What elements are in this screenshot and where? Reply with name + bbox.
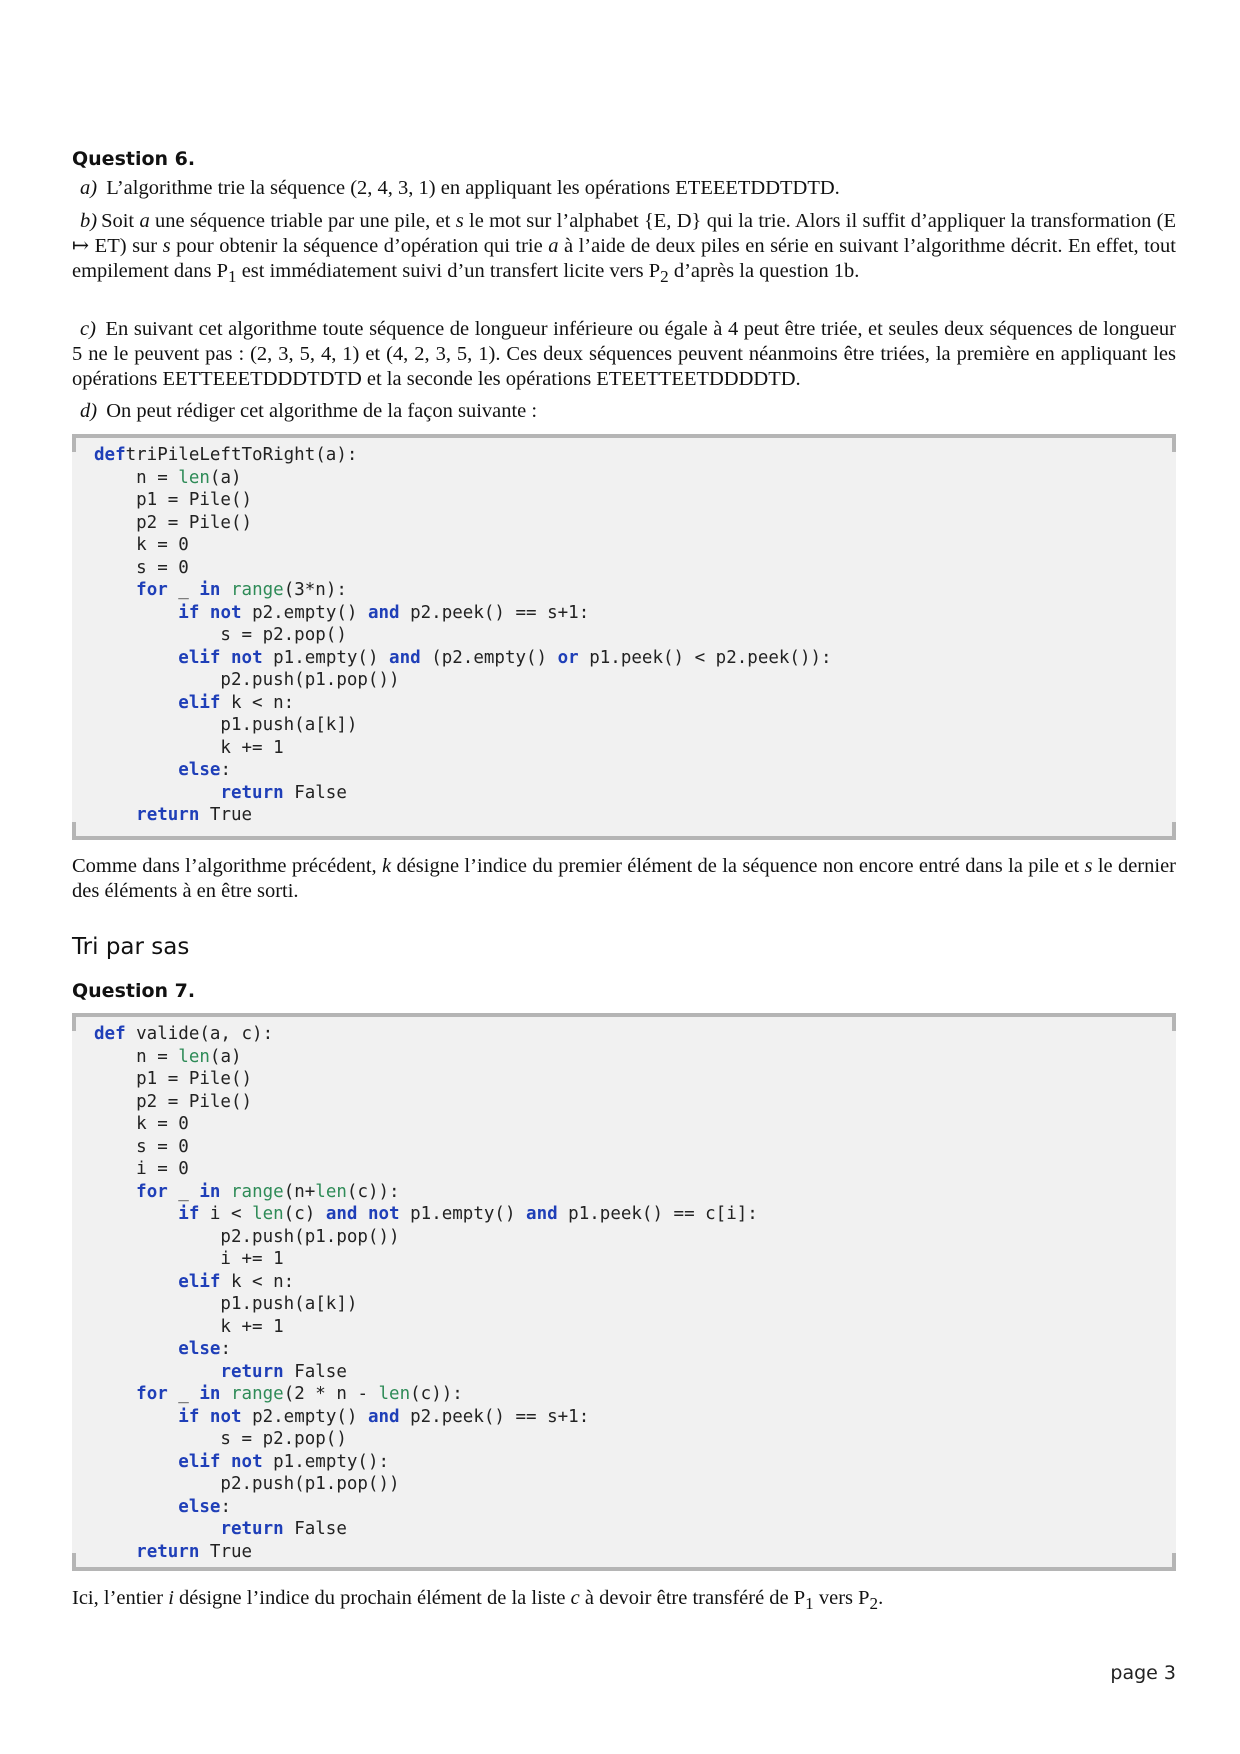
code-text [94, 1362, 220, 1382]
code-text: k = 0 [94, 1114, 189, 1134]
code-keyword: not [231, 1451, 263, 1472]
code-text: True [199, 805, 253, 825]
q6-b-text: d’après la question 1b. [668, 260, 860, 282]
code-builtin: range [231, 1384, 284, 1404]
code-keyword: and [389, 647, 421, 668]
code-line [94, 670, 400, 690]
q6-d-tag: d) [80, 400, 98, 422]
code-line [94, 1339, 231, 1359]
var-c: c [570, 1587, 580, 1609]
code-keyword: not [209, 602, 242, 623]
code-text: p2 = Pile() [94, 1091, 253, 1112]
code-keyword: else [178, 760, 221, 780]
code-text [94, 580, 136, 600]
code-line [94, 445, 357, 465]
code-keyword: for [136, 580, 168, 600]
code-text [94, 1182, 136, 1202]
code-text [94, 1384, 136, 1404]
question-6-heading: Question 6. [72, 148, 196, 170]
q6-b-text: à l’aide de deux piles en série en suivant l’algorithme décrit. En effet, tout empilement dans P [72, 235, 1176, 282]
code-line [94, 1362, 347, 1382]
code-builtin: len [178, 1046, 210, 1067]
code-text: p1 = Pile() [94, 490, 253, 510]
code-block-valide [72, 1013, 1176, 1571]
code-text: (3*n): [283, 580, 347, 600]
code-keyword: in [199, 580, 221, 600]
code-text: n = [94, 1046, 179, 1067]
code-text: (c) [283, 1204, 326, 1224]
code-text: i < [199, 1204, 253, 1224]
code-line [94, 580, 347, 600]
code-text: k = 0 [94, 535, 189, 555]
code-text [220, 1452, 231, 1472]
code-line [94, 693, 294, 713]
code-line [94, 1452, 389, 1472]
code-line [94, 1092, 252, 1112]
code-text: p2.empty() [241, 1406, 368, 1427]
code-builtin: range [231, 1181, 284, 1202]
q6-a-text: L’algorithme trie la séquence (2, 4, 3, 1) en appliquant les opérations ETEEETDDTDTD. [106, 177, 840, 199]
var-a: a [139, 210, 150, 232]
code-line [94, 805, 252, 825]
text: désigne l’indice du premier élément de la séquence non encore entré dans la pile et [391, 855, 1085, 877]
code-text: : [220, 760, 231, 780]
code-line [94, 513, 252, 533]
code-keyword: else [178, 1496, 221, 1517]
code-text: i = 0 [94, 1159, 189, 1179]
code-text [220, 1384, 231, 1404]
code-keyword: elif [178, 692, 221, 713]
code-text [94, 1407, 178, 1427]
code-line [94, 625, 347, 645]
code-text: s = p2.pop() [94, 625, 347, 645]
q6-b-text: le mot sur l’alphabet {E, D} qui la trie. Alors il suffit d’appliquer la transformation (E ↦ ET) sur [72, 210, 1176, 257]
code-keyword: return [136, 1541, 200, 1562]
code-keyword: return [220, 1361, 284, 1382]
code-text [94, 693, 178, 713]
code-line [94, 1024, 273, 1044]
code-line [94, 1497, 231, 1517]
code-text [94, 1272, 178, 1292]
text: à devoir être transféré de P [579, 1587, 806, 1609]
code-line [94, 715, 357, 735]
code-keyword: and [526, 1204, 558, 1224]
code-line [94, 1429, 347, 1449]
code-keyword: if [178, 1406, 200, 1427]
code-line [94, 1114, 189, 1134]
code-text: p1.push(a[k]) [94, 715, 358, 735]
code-line [94, 648, 832, 668]
code-line [94, 490, 252, 510]
code-text: : [220, 1496, 231, 1517]
code-text [94, 805, 136, 825]
var-k: k [382, 855, 392, 877]
question-7-heading: Question 7. [72, 980, 196, 1002]
code-keyword: and [367, 602, 400, 623]
page-number: page 3 [1110, 1662, 1176, 1684]
q7-after-code-text [72, 1586, 1176, 1616]
code-keyword: elif [178, 1271, 221, 1292]
code-line [94, 1272, 294, 1292]
code-builtin: len [315, 1181, 347, 1202]
code-line [94, 1249, 284, 1269]
code-keyword: not [209, 1406, 242, 1427]
text: . [878, 1587, 884, 1609]
q6-part-b [72, 209, 1176, 289]
code-line [94, 1519, 347, 1539]
code-text [220, 648, 231, 668]
text: le dernier des éléments à en être sorti. [72, 855, 1176, 902]
code-line [94, 1407, 589, 1427]
code-text: triPileLeftToRight(a): [125, 445, 358, 465]
code-text: p1 = Pile() [94, 1069, 253, 1089]
subscript: 2 [869, 1594, 879, 1614]
code-text [94, 1542, 136, 1562]
q6-part-a [72, 176, 1176, 201]
code-text: p2.empty() [241, 602, 368, 623]
code-line [94, 558, 189, 578]
code-text: s = 0 [94, 557, 189, 578]
q6-b-text: pour obtenir la séquence d’opération qui trie [170, 235, 549, 257]
code-text: p2.push(p1.pop()) [94, 670, 400, 690]
subscript: 1 [228, 267, 237, 287]
code-text: k += 1 [94, 737, 284, 758]
code-keyword: return [220, 1519, 284, 1539]
code-line [94, 1227, 400, 1247]
code-text: (p2.empty() [420, 647, 558, 668]
code-text: _ [167, 1384, 200, 1404]
code-text: p2.push(p1.pop()) [94, 1226, 400, 1247]
code-text: p1.empty() [262, 647, 390, 668]
code-line [94, 1204, 758, 1224]
code-text [94, 648, 178, 668]
code-text: (c)): [410, 1384, 463, 1404]
text: désigne l’indice du prochain élément de la liste [173, 1587, 571, 1609]
code-builtin: range [231, 580, 284, 600]
code-text: valide(a, c): [125, 1024, 274, 1044]
code-text: i += 1 [94, 1249, 284, 1269]
q6-a-tag: a) [80, 177, 98, 199]
code-text: p1.push(a[k]) [94, 1294, 358, 1314]
code-text [94, 1339, 178, 1359]
code-text: (c)): [346, 1181, 400, 1202]
code-text: : [220, 1339, 231, 1359]
code-line [94, 738, 284, 758]
code-text: s = p2.pop() [94, 1429, 347, 1449]
code-line [94, 1159, 189, 1179]
code-keyword: def [94, 445, 126, 465]
code-keyword: if [178, 1204, 200, 1224]
code-builtin: len [252, 1204, 284, 1224]
code-listing-2 [72, 1017, 1176, 1563]
code-line [94, 1474, 400, 1494]
code-text [94, 760, 178, 780]
code-text [199, 603, 210, 623]
code-text: (a) [209, 467, 242, 488]
code-text: True [199, 1541, 253, 1562]
code-text: p1.empty(): [262, 1451, 390, 1472]
code-text [220, 1182, 231, 1202]
var-s: s [1084, 855, 1093, 877]
code-text: (n+ [283, 1181, 316, 1202]
code-keyword: else [178, 1339, 221, 1359]
code-text: n = [94, 467, 179, 488]
code-line [94, 760, 231, 780]
code-text [94, 1452, 178, 1472]
q6-after-code-text [72, 854, 1176, 904]
code-keyword: not [367, 1204, 400, 1224]
code-text: s = 0 [94, 1136, 189, 1157]
code-text [94, 1497, 178, 1517]
q6-c-text: En suivant cet algorithme toute séquence de longueur inférieure ou égale à 4 peut être triée, et seules deux séquences de longueur 5 ne le peuvent pas : (2, 3, 5, 4, 1) et (4, 2, 3, 5, 1). Ces deux séquences peuvent néanmoins être triées, la première en appliquant les opérations EETTEEETDDDTDTD et la seconde les opérations ETEETTEETDDDDTD. [72, 318, 1176, 390]
code-line [94, 1069, 252, 1089]
code-line [94, 1182, 400, 1202]
text: vers P [813, 1587, 870, 1609]
code-text: p2.push(p1.pop()) [94, 1474, 400, 1494]
code-keyword: return [136, 805, 200, 825]
code-text [94, 783, 220, 803]
code-keyword: and [325, 1204, 358, 1224]
code-text: p1.peek() < p2.peek()): [578, 647, 832, 668]
code-line [94, 1137, 189, 1157]
q6-d-text: On peut rédiger cet algorithme de la façon suivante : [106, 400, 538, 422]
code-line [94, 1294, 357, 1314]
code-text: False [283, 782, 347, 803]
code-listing-1 [72, 438, 1176, 827]
var-s: s [162, 235, 171, 257]
code-text: k < n: [220, 692, 295, 713]
code-text: _ [167, 1181, 200, 1202]
subscript: 1 [805, 1594, 814, 1614]
text: Ici, l’entier [72, 1587, 169, 1609]
var-i: i [168, 1587, 174, 1609]
code-text: False [283, 1519, 347, 1539]
q6-c-tag: c) [80, 318, 96, 340]
code-keyword: if [178, 602, 200, 623]
code-builtin: len [178, 467, 210, 488]
code-text: _ [167, 580, 200, 600]
code-line [94, 1317, 284, 1337]
code-text [94, 603, 178, 623]
q6-b-tag: b) [80, 210, 98, 232]
code-line [94, 603, 589, 623]
code-text: False [283, 1361, 347, 1382]
code-text: p2 = Pile() [94, 512, 253, 533]
var-s: s [455, 210, 464, 232]
code-line [94, 1542, 252, 1562]
code-keyword: in [199, 1384, 221, 1404]
subscript: 2 [660, 267, 669, 287]
code-keyword: for [136, 1181, 168, 1202]
code-text [220, 580, 231, 600]
q6-b-text: est immédiatement suivi d’un transfert licite vers P [236, 260, 661, 282]
code-keyword: and [367, 1406, 400, 1427]
code-text: p1.empty() [399, 1204, 527, 1224]
code-text: k < n: [220, 1271, 295, 1292]
code-text: p1.peek() == c[i]: [557, 1204, 758, 1224]
code-keyword: elif [178, 647, 221, 668]
code-builtin: len [378, 1384, 411, 1404]
code-text: p2.peek() == s+1: [399, 1406, 590, 1427]
code-text: (a) [209, 1046, 242, 1067]
code-keyword: elif [178, 1451, 221, 1472]
code-line [94, 783, 347, 803]
q6-part-c [72, 317, 1176, 392]
code-keyword: not [231, 647, 263, 668]
code-line [94, 1384, 463, 1404]
code-line [94, 1047, 242, 1067]
section-title: Tri par sas [72, 934, 190, 960]
code-keyword: or [557, 647, 579, 668]
code-text [94, 1519, 220, 1539]
code-keyword: return [220, 782, 284, 803]
code-line [94, 535, 189, 555]
q6-b-text: une séquence triable par une pile, et [149, 210, 456, 232]
code-text [199, 1407, 210, 1427]
q6-part-d [72, 399, 1176, 424]
code-keyword: for [136, 1384, 168, 1404]
code-line [94, 468, 242, 488]
code-keyword: in [199, 1181, 221, 1202]
code-text: k += 1 [94, 1316, 284, 1337]
text: Comme dans l’algorithme précédent, [72, 855, 382, 877]
q6-b-text: Soit [101, 210, 140, 232]
code-block-tri-pile [72, 434, 1176, 840]
var-a: a [548, 235, 559, 257]
code-text [357, 1204, 368, 1224]
code-text [94, 1204, 178, 1224]
code-text: (2 * n - [283, 1384, 379, 1404]
code-keyword: def [94, 1024, 126, 1044]
code-text: p2.peek() == s+1: [399, 602, 590, 623]
